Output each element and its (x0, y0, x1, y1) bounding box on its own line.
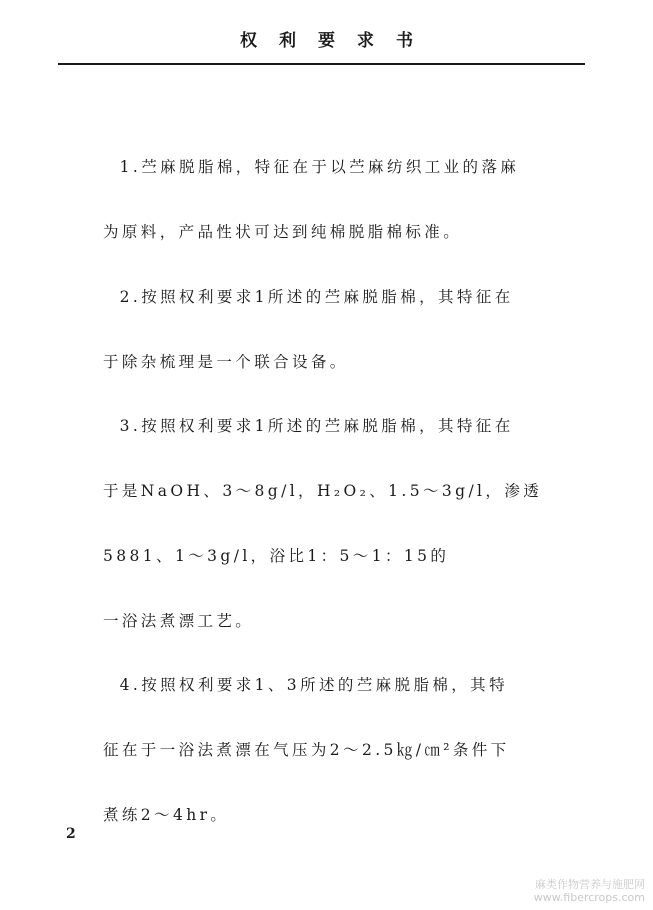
claim-line: 为原料，产品性状可达到纯棉脱脂棉标准。 (103, 222, 463, 241)
claim-line: 煮练2～4hr。 (103, 806, 230, 824)
claims-body (103, 114, 583, 848)
claim-line: 2.按照权利要求1所述的苎麻脱脂棉，其特征在 (103, 287, 514, 306)
claim-line: 5881、1～3g/l，浴比1：5～1：15的 (103, 546, 450, 565)
watermark-url: www.fibercrops.com (533, 891, 645, 904)
claim-line: 于是NaOH、3～8g/l，H₂O₂、1.5～3g/l，渗透 (103, 482, 543, 501)
document-title: 权利要求书 (240, 31, 435, 51)
title-underline (58, 63, 585, 65)
claim-line: 一浴法煮漂工艺。 (103, 611, 255, 630)
watermark-site-name: 麻类作物营养与施肥网 (535, 878, 645, 891)
claim-line: 征在于一浴法煮漂在气压为2～2.5㎏/㎝²条件下 (103, 741, 510, 760)
page-number: 2 (66, 826, 76, 842)
claim-line: 4.按照权利要求1、3所述的苎麻脱脂棉，其特 (103, 676, 508, 695)
claim-line: 1.苎麻脱脂棉，特征在于以苎麻纺织工业的落麻 (103, 158, 520, 177)
claim-line: 于除杂梳理是一个联合设备。 (103, 352, 349, 371)
claim-line: 3.按照权利要求1所述的苎麻脱脂棉，其特征在 (103, 417, 514, 436)
site-watermark (534, 878, 645, 904)
